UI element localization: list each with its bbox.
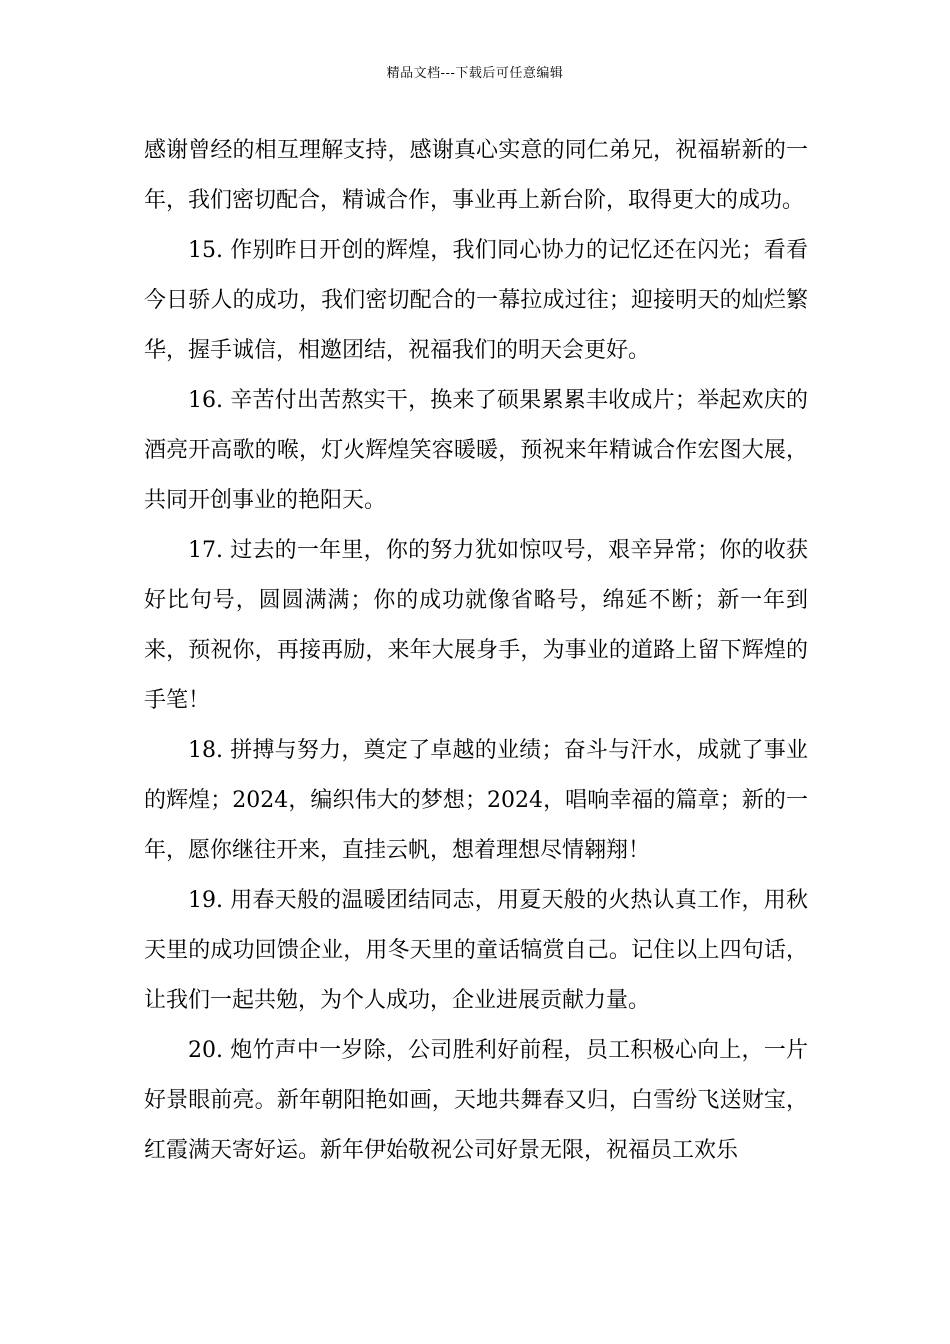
paragraph-16: 16. 辛苦付出苦熬实干，换来了硕果累累丰收成片；举起欢庆的酒亮开高歌的喉，灯火辉煌笑容暖暖，预祝来年精诚合作宏图大展，共同开创事业的艳阳天。 [144, 388, 808, 513]
paragraph-17: 17. 过去的一年里，你的努力犹如惊叹号，艰辛异常；你的收获好比句号，圆圆满满；你的成功就像省略号，绵延不断；新一年到来，预祝你，再接再励，来年大展身手，为事业的道路上留下辉煌的手笔！ [144, 538, 808, 713]
paragraph-20: 20. 炮竹声中一岁除，公司胜利好前程，员工积极心向上，一片好景眼前亮。新年朝阳艳如画，天地共舞春又归，白雪纷飞送财宝，红霞满天寄好运。新年伊始敬祝公司好景无限，祝福员工欢乐 [144, 1038, 808, 1163]
document-body [144, 126, 808, 1176]
paragraph-18: 18. 拼搏与努力，奠定了卓越的业绩；奋斗与汗水，成就了事业的辉煌；2024，编织伟大的梦想；2024，唱响幸福的篇章；新的一年，愿你继往开来，直挂云帆，想着理想尽情翱翔！ [144, 738, 808, 863]
paragraph-continuation: 感谢曾经的相互理解支持，感谢真心实意的同仁弟兄，祝福崭新的一年，我们密切配合，精诚合作，事业再上新台阶，取得更大的成功。 [144, 138, 808, 213]
page-header: 精品文档---下载后可任意编辑 [386, 66, 564, 81]
paragraph-15: 15. 作别昨日开创的辉煌，我们同心协力的记忆还在闪光；看看今日骄人的成功，我们密切配合的一幕拉成过往；迎接明天的灿烂繁华，握手诚信，相邀团结，祝福我们的明天会更好。 [144, 238, 808, 363]
paragraph-19: 19. 用春天般的温暖团结同志，用夏天般的火热认真工作，用秋天里的成功回馈企业，用冬天里的童话犒赏自己。记住以上四句话，让我们一起共勉，为个人成功，企业进展贡献力量。 [144, 888, 808, 1013]
